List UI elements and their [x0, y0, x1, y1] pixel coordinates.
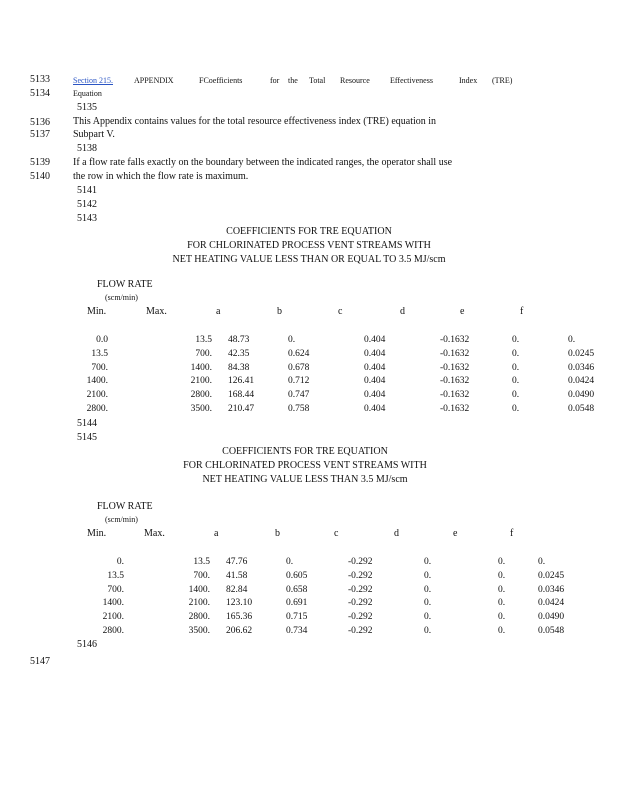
cell-b: 0.678 [288, 362, 310, 373]
cell-b: 0.747 [288, 390, 310, 401]
cell-b: 0.758 [288, 403, 310, 414]
cell-min: 0. [116, 557, 124, 567]
cell-b: 0.658 [286, 584, 308, 595]
column-header: e [460, 306, 465, 317]
flow-rate-label: FLOW RATE [97, 279, 153, 290]
line-number: 5144 [77, 418, 97, 429]
cell-a: 41.58 [226, 570, 248, 581]
table-row [70, 597, 564, 611]
cell-c: -0.292 [348, 598, 373, 609]
cell-d: -0.1632 [440, 403, 470, 414]
column-header: Max. [144, 528, 165, 539]
cell-max: 2100. [190, 376, 212, 387]
table-row [70, 625, 564, 639]
header-word: Total [309, 76, 326, 85]
cell-e: 0. [512, 376, 520, 387]
cell-d: 0. [424, 557, 432, 567]
cell-f: 0.0346 [568, 362, 595, 373]
cell-max: 13.5 [193, 557, 210, 567]
cell-c: -0.292 [348, 612, 373, 623]
column-header: c [338, 306, 343, 317]
cell-b: 0.605 [286, 570, 308, 581]
cell-f: 0.0245 [568, 348, 595, 359]
cell-e: 0. [512, 390, 520, 401]
header-word: Index [459, 76, 478, 85]
cell-a: 126.41 [228, 376, 255, 387]
table-row [70, 348, 594, 362]
cell-min: 13.5 [91, 348, 108, 359]
cell-f: 0.0548 [568, 403, 595, 414]
cell-max: 700. [193, 570, 210, 581]
cell-a: 48.73 [228, 335, 250, 345]
cell-c: 0.404 [364, 335, 386, 345]
cell-max: 1400. [190, 362, 212, 373]
column-header: a [214, 528, 219, 539]
cell-max: 13.5 [195, 335, 212, 345]
header-word: for [270, 76, 280, 85]
column-header: e [453, 528, 458, 539]
column-header: f [520, 306, 524, 317]
cell-f: 0.0490 [568, 390, 595, 401]
header-word: FCoefficients [199, 76, 243, 85]
cell-d: 0. [424, 598, 432, 609]
cell-b: 0.715 [286, 612, 308, 623]
cell-b: 0. [288, 335, 296, 345]
cell-e: 0. [498, 557, 506, 567]
cell-d: -0.1632 [440, 335, 470, 345]
units-label: (scm/min) [105, 515, 138, 524]
cell-c: 0.404 [364, 403, 386, 414]
table-title-line: FOR CHLORINATED PROCESS VENT STREAMS WITH [183, 460, 427, 471]
cell-a: 210.47 [228, 403, 255, 414]
column-header: a [216, 306, 221, 317]
cell-a: 206.62 [226, 625, 253, 636]
cell-min: 700. [107, 584, 124, 595]
cell-a: 82.84 [226, 584, 248, 595]
table-title-line: NET HEATING VALUE LESS THAN 3.5 MJ/scm [202, 474, 408, 485]
cell-d: -0.1632 [440, 348, 470, 359]
cell-e: 0. [498, 625, 506, 636]
cell-max: 3500. [190, 403, 212, 414]
header-word: the [288, 76, 298, 85]
cell-b: 0.712 [288, 376, 310, 387]
column-header: b [277, 306, 282, 317]
cell-e: 0. [512, 335, 520, 345]
column-header: b [275, 528, 280, 539]
cell-f: 0.0548 [538, 625, 565, 636]
line-number: 5137 [30, 129, 50, 140]
cell-d: -0.1632 [440, 390, 470, 401]
cell-e: 0. [512, 362, 520, 373]
line-number: 5142 [77, 199, 97, 210]
cell-a: 165.36 [226, 612, 253, 623]
cell-f: 0.0490 [538, 612, 565, 623]
units-label: (scm/min) [105, 293, 138, 302]
cell-max: 2800. [188, 612, 210, 623]
column-header: c [334, 528, 339, 539]
cell-d: 0. [424, 570, 432, 581]
cell-b: 0.624 [288, 348, 310, 359]
cell-min: 700. [91, 362, 108, 373]
cell-b: 0.734 [286, 625, 308, 636]
cell-a: 123.10 [226, 598, 253, 609]
cell-max: 2800. [190, 390, 212, 401]
column-header: f [510, 528, 514, 539]
flow-rate-label: FLOW RATE [97, 501, 153, 512]
cell-max: 2100. [188, 598, 210, 609]
cell-min: 2800. [102, 625, 124, 636]
line-number: 5146 [77, 639, 97, 650]
cell-a: 168.44 [228, 390, 255, 401]
cell-e: 0. [512, 348, 520, 359]
column-header: d [400, 306, 405, 317]
cell-min: 2800. [86, 403, 108, 414]
cell-f: 0. [538, 557, 546, 567]
column-header: Max. [146, 306, 167, 317]
line-number: 5143 [77, 213, 97, 224]
table-row [70, 362, 594, 376]
line-number: 5140 [30, 171, 50, 182]
table-row [70, 584, 564, 598]
coefficients-table-2 [70, 556, 564, 639]
cell-min: 1400. [102, 598, 124, 609]
cell-e: 0. [498, 584, 506, 595]
cell-max: 700. [195, 348, 212, 359]
cell-min: 13.5 [107, 570, 124, 581]
paragraph-line: If a flow rate falls exactly on the boundary between the indicated ranges, the operator shall use [73, 157, 453, 168]
cell-d: 0. [424, 612, 432, 623]
cell-a: 84.38 [228, 362, 250, 373]
paragraph-line: This Appendix contains values for the total resource effectiveness index (TRE) equation in [73, 116, 437, 127]
table-title-line: NET HEATING VALUE LESS THAN OR EQUAL TO 3.5 MJ/scm [172, 254, 446, 265]
cell-f: 0.0424 [568, 376, 595, 387]
cell-f: 0.0346 [538, 584, 565, 595]
cell-b: 0.691 [286, 598, 308, 609]
header-equation: Equation [73, 89, 102, 98]
cell-d: 0. [424, 625, 432, 636]
table-row [70, 403, 594, 417]
cell-max: 1400. [188, 584, 210, 595]
header-word: Effectiveness [390, 76, 433, 85]
table-title-line: COEFFICIENTS FOR TRE EQUATION [226, 226, 392, 237]
cell-d: -0.1632 [440, 362, 470, 373]
cell-c: 0.404 [364, 390, 386, 401]
cell-a: 47.76 [226, 557, 248, 567]
cell-f: 0.0245 [538, 570, 565, 581]
header-word: (TRE) [492, 76, 513, 85]
paragraph-line: the row in which the flow rate is maximum. [73, 171, 249, 182]
line-number: 5136 [30, 117, 50, 128]
paragraph-line: Subpart V. [73, 129, 115, 140]
coefficients-table-1 [70, 334, 594, 417]
column-header: d [394, 528, 399, 539]
line-number: 5147 [30, 656, 50, 667]
table-row [70, 389, 594, 403]
section-link[interactable]: Section 215. [73, 76, 113, 85]
header-word: Resource [340, 76, 370, 85]
cell-c: 0.404 [364, 376, 386, 387]
table-title-line: FOR CHLORINATED PROCESS VENT STREAMS WITH [187, 240, 431, 251]
cell-e: 0. [498, 570, 506, 581]
cell-d: -0.1632 [440, 376, 470, 387]
cell-min: 2100. [102, 612, 124, 623]
cell-c: -0.292 [348, 570, 373, 581]
cell-c: 0.404 [364, 362, 386, 373]
line-number: 5133 [30, 74, 50, 85]
line-number: 5139 [30, 157, 50, 168]
header-word: APPENDIX [134, 76, 174, 85]
cell-min: 2100. [86, 390, 108, 401]
cell-e: 0. [512, 403, 520, 414]
cell-min: 0.0 [96, 335, 108, 345]
cell-f: 0.0424 [538, 598, 565, 609]
column-header: Min. [87, 528, 107, 539]
table-row [70, 556, 564, 570]
table-title-line: COEFFICIENTS FOR TRE EQUATION [222, 446, 388, 457]
cell-c: -0.292 [348, 625, 373, 636]
table-row [70, 334, 594, 348]
cell-b: 0. [286, 557, 294, 567]
table-row [70, 375, 594, 389]
column-header: Min. [87, 306, 107, 317]
table-row [70, 611, 564, 625]
line-number: 5135 [77, 102, 97, 113]
cell-e: 0. [498, 598, 506, 609]
cell-max: 3500. [188, 625, 210, 636]
cell-e: 0. [498, 612, 506, 623]
line-number: 5134 [30, 88, 50, 99]
cell-f: 0. [568, 335, 576, 345]
table-row [70, 570, 564, 584]
cell-a: 42.35 [228, 348, 250, 359]
cell-c: 0.404 [364, 348, 386, 359]
line-number: 5138 [77, 143, 97, 154]
cell-c: -0.292 [348, 584, 373, 595]
cell-c: -0.292 [348, 557, 373, 567]
line-number: 5145 [77, 432, 97, 443]
cell-min: 1400. [86, 376, 108, 387]
line-number: 5141 [77, 185, 97, 196]
cell-d: 0. [424, 584, 432, 595]
